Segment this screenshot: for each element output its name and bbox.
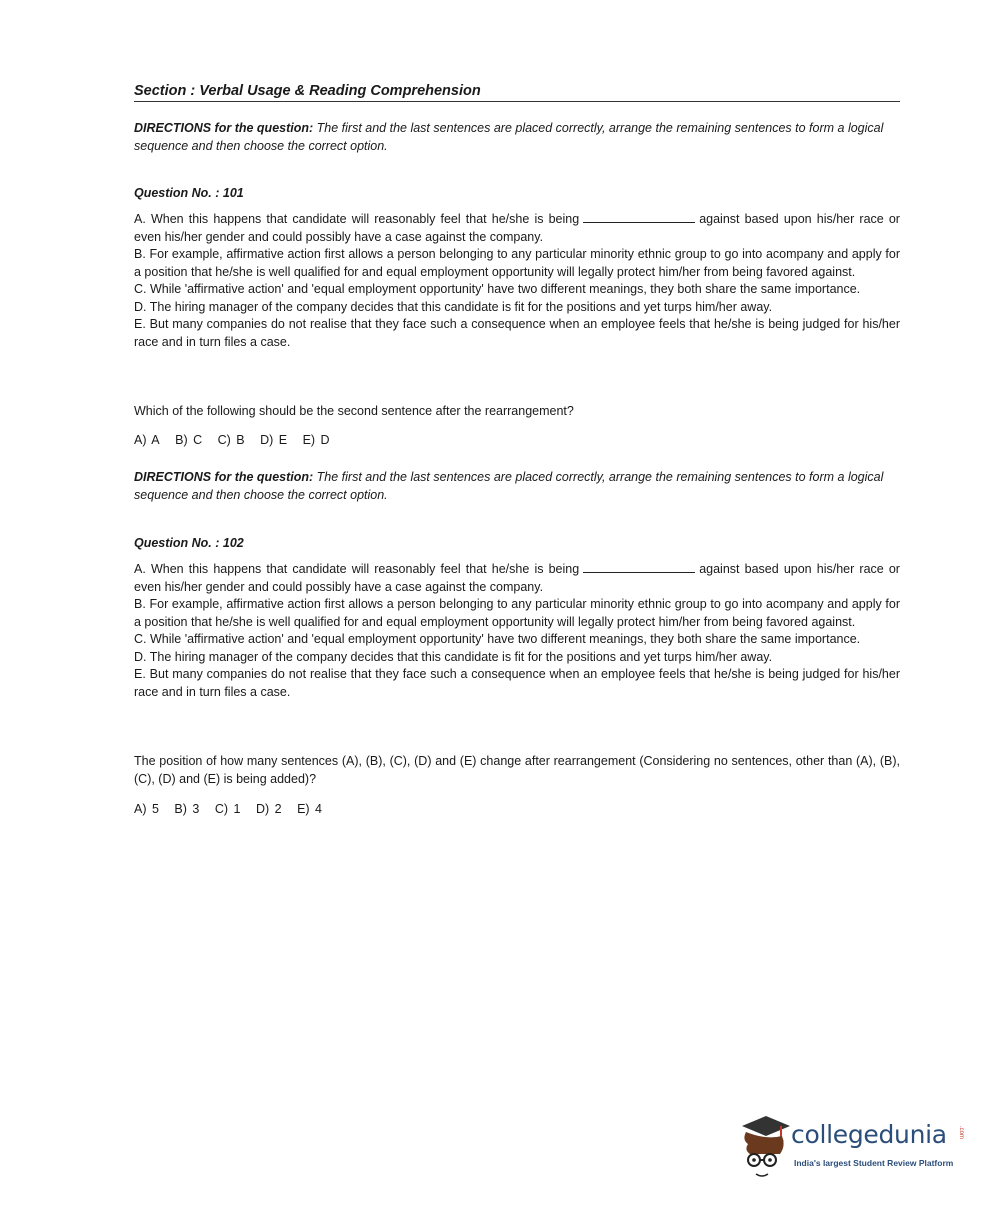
option-e: E) D: [302, 433, 330, 447]
option-b: B) 3: [174, 802, 200, 816]
question-101-options: [134, 433, 340, 447]
question-101-prompt: Which of the following should be the second sentence after the rearrangement?: [134, 404, 574, 418]
option-d: D) 2: [255, 802, 282, 816]
option-d: D) E: [260, 433, 288, 447]
sentence-e: E. But many companies do not realise that they face such a consequence when an employee feels that he/she is being judged for his/her race and in turn files a case.: [134, 667, 900, 699]
section-title: Section : Verbal Usage & Reading Comprehension: [134, 83, 900, 102]
option-c: C) 1: [214, 802, 241, 816]
sentence-d: D. The hiring manager of the company decides that this candidate is fit for the positions and yet turps him/her away.: [134, 299, 773, 314]
option-a: A) A: [134, 433, 160, 447]
directions-label: DIRECTIONS for the question:: [134, 121, 314, 135]
question-101-sentences: [134, 211, 900, 351]
sentence-b: B. For example, affirmative action first allows a person belonging to any particular minority ethnic group to go into acompany and apply for a position that he/she is well qualified for and equal employment opportunity will legally protect him/her from being favored against.: [134, 597, 900, 629]
option-a: A) 5: [134, 802, 159, 816]
directions-q101: [134, 119, 900, 155]
directions-q102: [134, 468, 900, 504]
sentence-a: A. When this happens that candidate will reasonably feel that he/she is being against based upon his/her race or even his/her gender and could possibly have a case against the company.: [134, 212, 900, 244]
sentence-a: A. When this happens that candidate will reasonably feel that he/she is being against based upon his/her race or even his/her gender and could possibly have a case against the company.: [134, 562, 900, 594]
collegedunia-logo: [736, 1110, 966, 1182]
option-e: E) 4: [297, 802, 322, 816]
sentence-c: C. While 'affirmative action' and 'equal employment opportunity' have two different meanings, they both share the same importance.: [134, 282, 861, 296]
sentence-c: C. While 'affirmative action' and 'equal employment opportunity' have two different meanings, they both share the same importance.: [134, 632, 861, 646]
question-102-prompt: The position of how many sentences (A), (B), (C), (D) and (E) change after rearrangement (Considering no sentences, other than (A), (B), (C), (D) and (E) is being added)?: [134, 754, 900, 786]
logo-suffix: .com: [958, 1126, 964, 1140]
directions-text: The first and the last sentences are placed correctly, arrange the remaining sentences to form a logical sequence and then choose the correct option.: [134, 121, 884, 153]
sentence-e: E. But many companies do not realise that they face such a consequence when an employee feels that he/she is being judged for his/her race and in turn files a case.: [134, 317, 900, 349]
question-number-102: Question No. : 102: [134, 536, 244, 550]
fill-in-blank: [583, 562, 695, 573]
logo-wordmark: collegedunia: [791, 1120, 947, 1149]
mascot-icon: [736, 1110, 794, 1182]
directions-text: The first and the last sentences are placed correctly, arrange the remaining sentences to form a logical sequence and then choose the correct option.: [134, 470, 884, 502]
directions-label: DIRECTIONS for the question:: [134, 470, 314, 484]
sentence-d: D. The hiring manager of the company decides that this candidate is fit for the positions and yet turps him/her away.: [134, 649, 773, 664]
question-102-options: [134, 802, 332, 816]
fill-in-blank: [583, 212, 695, 223]
sentence-b: B. For example, affirmative action first allows a person belonging to any particular minority ethnic group to go into acompany and apply for a position that he/she is well qualified for and equal employment opportunity will legally protect him/her from being favored against.: [134, 247, 900, 279]
logo-tagline: India's largest Student Review Platform: [794, 1158, 954, 1168]
question-102-sentences: [134, 561, 900, 701]
option-b: B) C: [175, 433, 203, 447]
option-c: C) B: [217, 433, 245, 447]
question-number-101: Question No. : 101: [134, 186, 244, 200]
